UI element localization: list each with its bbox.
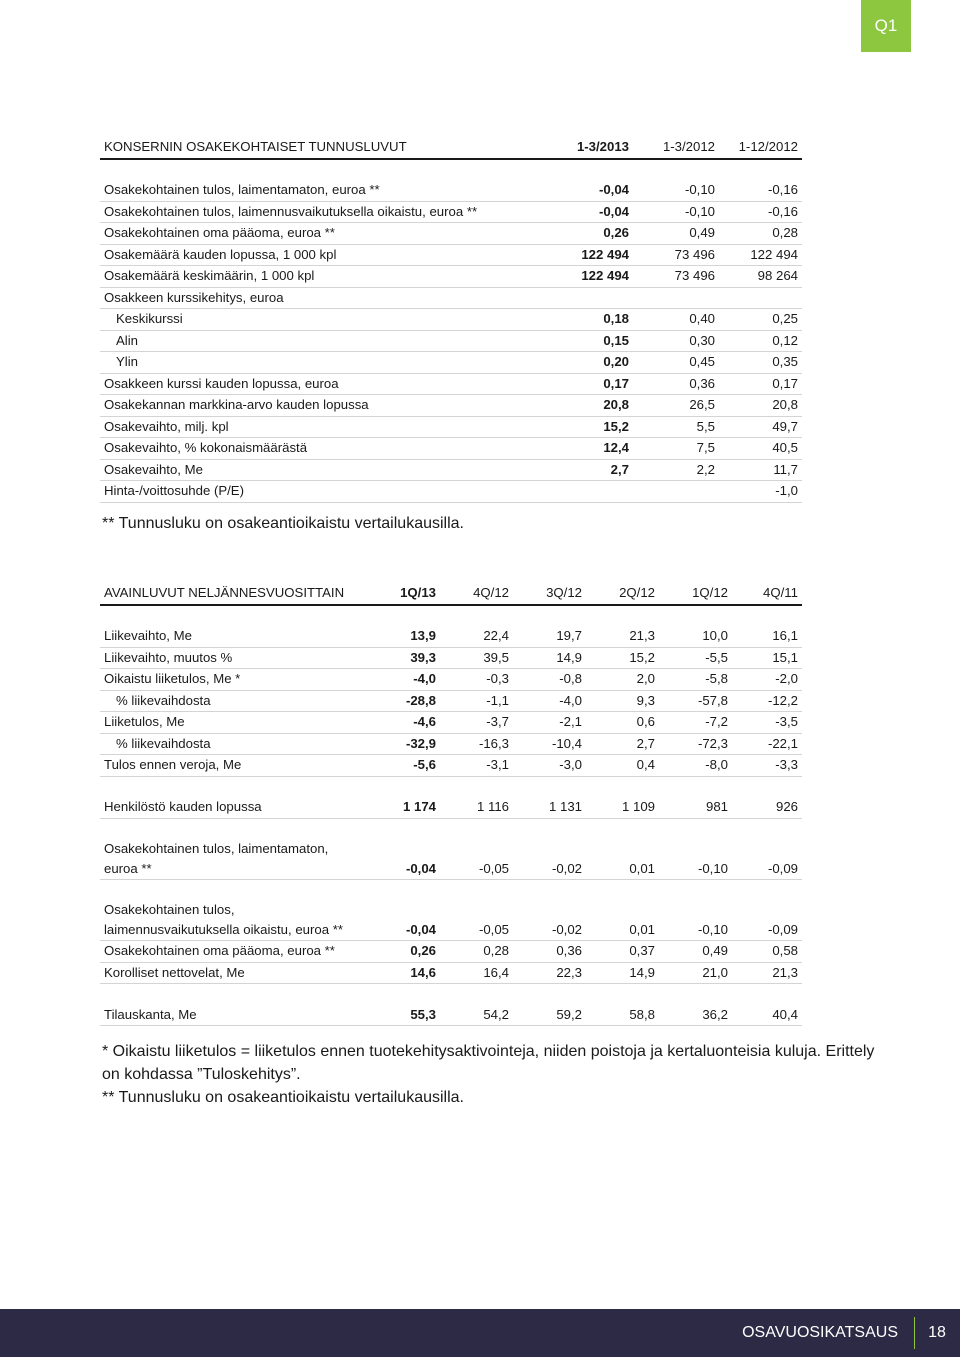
row-label: Osakekohtainen oma pääoma, euroa ** — [100, 941, 362, 963]
cell-value: 21,3 — [732, 962, 802, 984]
cell-value: 0,28 — [719, 223, 802, 245]
table-row — [100, 416, 802, 438]
row-label: Osakekohtainen oma pääoma, euroa ** — [100, 223, 555, 245]
row-label: Osakekannan markkina-arvo kauden lopussa — [100, 395, 555, 417]
cell-value: 58,8 — [586, 1005, 659, 1026]
row-label: Osakemäärä keskimäärin, 1 000 kpl — [100, 266, 555, 288]
cell-value: 0,01 — [586, 880, 659, 941]
cell-value: -3,5 — [732, 712, 802, 734]
table-header-row — [100, 137, 802, 159]
cell-value: 0,15 — [555, 330, 633, 352]
row-label: Osakekohtainen tulos, laimennusvaikutuksella oikaistu, euroa ** — [100, 201, 555, 223]
cell-value: 49,7 — [719, 416, 802, 438]
table-header-row — [100, 583, 802, 605]
footer-title: OSAVUOSIKATSAUS — [742, 1324, 898, 1341]
cell-value: -2,1 — [513, 712, 586, 734]
column-header-1q13: 1Q/13 — [362, 583, 440, 605]
cell-value: 15,1 — [732, 647, 802, 669]
table-row — [100, 330, 802, 352]
cell-value: 21,3 — [586, 626, 659, 647]
cell-value: -3,0 — [513, 755, 586, 777]
cell-value: -5,5 — [659, 647, 732, 669]
row-label: Henkilöstö kauden lopussa — [100, 797, 362, 818]
table-row — [100, 373, 802, 395]
footnote-share-issue-adjusted: ** Tunnusluku on osakeantioikaistu vertailukausilla. — [102, 515, 464, 532]
cell-value: -12,2 — [732, 690, 802, 712]
cell-value: 26,5 — [633, 395, 719, 417]
page-footer — [0, 1309, 960, 1357]
cell-value: 0,49 — [633, 223, 719, 245]
cell-value: -22,1 — [732, 733, 802, 755]
cell-value: 40,5 — [719, 438, 802, 460]
cell-value: 7,5 — [633, 438, 719, 460]
table-row — [100, 223, 802, 245]
row-label: Oikaistu liiketulos, Me * — [100, 669, 362, 691]
row-label: % liikevaihdosta — [100, 733, 362, 755]
footnotes — [102, 1040, 882, 1109]
row-label: Tulos ennen veroja, Me — [100, 755, 362, 777]
cell-value: 0,6 — [586, 712, 659, 734]
footnote-share-issue-adjusted: ** Tunnusluku on osakeantioikaistu vertailukausilla. — [102, 1089, 464, 1106]
column-header-4q11: 4Q/11 — [732, 583, 802, 605]
row-label: Korolliset nettovelat, Me — [100, 962, 362, 984]
cell-value: -0,02 — [513, 880, 586, 941]
cell-value: 11,7 — [719, 459, 802, 481]
cell-value: -0,04 — [555, 180, 633, 201]
column-header-3q12: 3Q/12 — [513, 583, 586, 605]
cell-value: -72,3 — [659, 733, 732, 755]
cell-value: 16,1 — [732, 626, 802, 647]
cell-value: 1 131 — [513, 797, 586, 818]
table-row — [100, 669, 802, 691]
table-row — [100, 755, 802, 777]
table-row — [100, 201, 802, 223]
cell-value: 19,7 — [513, 626, 586, 647]
cell-value: 122 494 — [719, 244, 802, 266]
cell-value: -7,2 — [659, 712, 732, 734]
cell-value: -0,10 — [659, 839, 732, 880]
cell-value: 39,3 — [362, 647, 440, 669]
row-label: Alin — [100, 330, 555, 352]
cell-value: 14,9 — [513, 647, 586, 669]
table-row — [100, 287, 802, 309]
cell-value: 0,30 — [633, 330, 719, 352]
table-row — [100, 481, 802, 503]
cell-value: 1 109 — [586, 797, 659, 818]
cell-value: -0,05 — [440, 880, 513, 941]
cell-value: -0,04 — [362, 880, 440, 941]
cell-value: 0,28 — [440, 941, 513, 963]
cell-value: 0,18 — [555, 309, 633, 331]
row-label: Osakevaihto, Me — [100, 459, 555, 481]
cell-value: 0,35 — [719, 352, 802, 374]
cell-value: 14,9 — [586, 962, 659, 984]
table-row — [100, 180, 802, 201]
cell-value: 22,4 — [440, 626, 513, 647]
cell-value: 926 — [732, 797, 802, 818]
cell-value: 0,26 — [555, 223, 633, 245]
cell-value: -16,3 — [440, 733, 513, 755]
cell-value: -0,8 — [513, 669, 586, 691]
column-header-1-12-2012: 1-12/2012 — [719, 137, 802, 159]
cell-value: -5,8 — [659, 669, 732, 691]
cell-value: 5,5 — [633, 416, 719, 438]
cell-value: -3,3 — [732, 755, 802, 777]
cell-value: 0,37 — [586, 941, 659, 963]
cell-value: -0,02 — [513, 839, 586, 880]
table-row — [100, 459, 802, 481]
row-label: Osakkeen kurssi kauden lopussa, euroa — [100, 373, 555, 395]
cell-value: 981 — [659, 797, 732, 818]
cell-value: 15,2 — [586, 647, 659, 669]
cell-value: 0,01 — [586, 839, 659, 880]
row-label: Tilauskanta, Me — [100, 1005, 362, 1026]
cell-value: -3,7 — [440, 712, 513, 734]
row-label: Osakekohtainen tulos, laimennusvaikutuksella oikaistu, euroa ** — [100, 880, 362, 941]
cell-value: 2,7 — [555, 459, 633, 481]
footnote-adjusted-operating-result: * Oikaistu liiketulos = liiketulos ennen tuotekehitysaktivointeja, niiden poistoja ja kertaluonteisia kuluja. Erittely on kohdassa ”Tuloskehitys”. — [102, 1043, 875, 1083]
footer-divider — [914, 1317, 915, 1349]
table-row — [100, 647, 802, 669]
row-label: Osakekohtainen tulos, laimentamaton, euroa ** — [100, 180, 555, 201]
table-row — [100, 733, 802, 755]
cell-value: 0,49 — [659, 941, 732, 963]
cell-value: 16,4 — [440, 962, 513, 984]
quarterly-key-figures-table — [100, 583, 802, 1026]
row-label: Ylin — [100, 352, 555, 374]
table-row — [100, 880, 802, 941]
cell-value — [719, 287, 802, 309]
cell-value: 0,17 — [719, 373, 802, 395]
table-row — [100, 266, 802, 288]
table-title: AVAINLUVUT NELJÄNNESVUOSITTAIN — [100, 583, 362, 605]
row-label: Liikevaihto, Me — [100, 626, 362, 647]
row-label: Liiketulos, Me — [100, 712, 362, 734]
cell-value: 73 496 — [633, 244, 719, 266]
table-row — [100, 712, 802, 734]
cell-value: 21,0 — [659, 962, 732, 984]
cell-value: 1 174 — [362, 797, 440, 818]
cell-value: 122 494 — [555, 266, 633, 288]
cell-value: 0,45 — [633, 352, 719, 374]
cell-value: 40,4 — [732, 1005, 802, 1026]
cell-value: 0,36 — [633, 373, 719, 395]
cell-value: 2,0 — [586, 669, 659, 691]
cell-value: -0,04 — [362, 839, 440, 880]
row-label: Osakevaihto, milj. kpl — [100, 416, 555, 438]
cell-value: 0,12 — [719, 330, 802, 352]
cell-value: 2,2 — [633, 459, 719, 481]
cell-value: 39,5 — [440, 647, 513, 669]
cell-value: -28,8 — [362, 690, 440, 712]
table-row — [100, 839, 802, 880]
cell-value: -8,0 — [659, 755, 732, 777]
table-row — [100, 438, 802, 460]
table-row — [100, 690, 802, 712]
cell-value: -0,09 — [732, 880, 802, 941]
cell-value: -0,16 — [719, 180, 802, 201]
cell-value: 13,9 — [362, 626, 440, 647]
cell-value: -4,6 — [362, 712, 440, 734]
cell-value: -3,1 — [440, 755, 513, 777]
table-row — [100, 626, 802, 647]
cell-value: 54,2 — [440, 1005, 513, 1026]
cell-value: -1,0 — [719, 481, 802, 503]
table-title: KONSERNIN OSAKEKOHTAISET TUNNUSLUVUT — [100, 137, 555, 159]
table-row — [100, 352, 802, 374]
cell-value — [555, 481, 633, 503]
cell-value: 0,40 — [633, 309, 719, 331]
cell-value: 0,25 — [719, 309, 802, 331]
cell-value: -2,0 — [732, 669, 802, 691]
row-label: Hinta-/voittosuhde (P/E) — [100, 481, 555, 503]
per-share-key-figures-table — [100, 137, 802, 503]
cell-value: 9,3 — [586, 690, 659, 712]
cell-value: 14,6 — [362, 962, 440, 984]
cell-value: -0,05 — [440, 839, 513, 880]
table-row — [100, 244, 802, 266]
cell-value: -0,10 — [633, 201, 719, 223]
cell-value: -0,3 — [440, 669, 513, 691]
cell-value: -5,6 — [362, 755, 440, 777]
row-label: Osakemäärä kauden lopussa, 1 000 kpl — [100, 244, 555, 266]
row-label: Osakekohtainen tulos, laimentamaton, euroa ** — [100, 839, 362, 880]
cell-value: 36,2 — [659, 1005, 732, 1026]
column-header-1-3-2012: 1-3/2012 — [633, 137, 719, 159]
row-label: Liikevaihto, muutos % — [100, 647, 362, 669]
cell-value: 0,36 — [513, 941, 586, 963]
page-number: 18 — [928, 1324, 946, 1341]
table-row — [100, 309, 802, 331]
cell-value: -57,8 — [659, 690, 732, 712]
cell-value — [555, 287, 633, 309]
column-header-2q12: 2Q/12 — [586, 583, 659, 605]
table-row — [100, 962, 802, 984]
cell-value: -4,0 — [362, 669, 440, 691]
cell-value: 98 264 — [719, 266, 802, 288]
cell-value: -32,9 — [362, 733, 440, 755]
column-header-1-3-2013: 1-3/2013 — [555, 137, 633, 159]
cell-value: 22,3 — [513, 962, 586, 984]
cell-value: 55,3 — [362, 1005, 440, 1026]
cell-value: 15,2 — [555, 416, 633, 438]
cell-value: -0,16 — [719, 201, 802, 223]
row-label: % liikevaihdosta — [100, 690, 362, 712]
cell-value: 2,7 — [586, 733, 659, 755]
cell-value — [633, 481, 719, 503]
table-row — [100, 941, 802, 963]
cell-value: 73 496 — [633, 266, 719, 288]
cell-value — [633, 287, 719, 309]
cell-value: 0,26 — [362, 941, 440, 963]
row-label: Osakevaihto, % kokonaismäärästä — [100, 438, 555, 460]
cell-value: 20,8 — [555, 395, 633, 417]
cell-value: 20,8 — [719, 395, 802, 417]
column-header-4q12: 4Q/12 — [440, 583, 513, 605]
cell-value: -0,10 — [633, 180, 719, 201]
cell-value: 12,4 — [555, 438, 633, 460]
section-badge: Q1 — [861, 0, 911, 52]
cell-value: 0,17 — [555, 373, 633, 395]
table-row — [100, 1005, 802, 1026]
row-label: Keskikurssi — [100, 309, 555, 331]
cell-value: 122 494 — [555, 244, 633, 266]
table-row — [100, 797, 802, 818]
cell-value: 59,2 — [513, 1005, 586, 1026]
cell-value: 10,0 — [659, 626, 732, 647]
cell-value: -4,0 — [513, 690, 586, 712]
cell-value: 0,20 — [555, 352, 633, 374]
cell-value: -1,1 — [440, 690, 513, 712]
cell-value: 1 116 — [440, 797, 513, 818]
table-row — [100, 395, 802, 417]
cell-value: -10,4 — [513, 733, 586, 755]
column-header-1q12: 1Q/12 — [659, 583, 732, 605]
cell-value: -0,09 — [732, 839, 802, 880]
cell-value: -0,10 — [659, 880, 732, 941]
cell-value: 0,4 — [586, 755, 659, 777]
row-label: Osakkeen kurssikehitys, euroa — [100, 287, 555, 309]
cell-value: -0,04 — [555, 201, 633, 223]
cell-value: 0,58 — [732, 941, 802, 963]
